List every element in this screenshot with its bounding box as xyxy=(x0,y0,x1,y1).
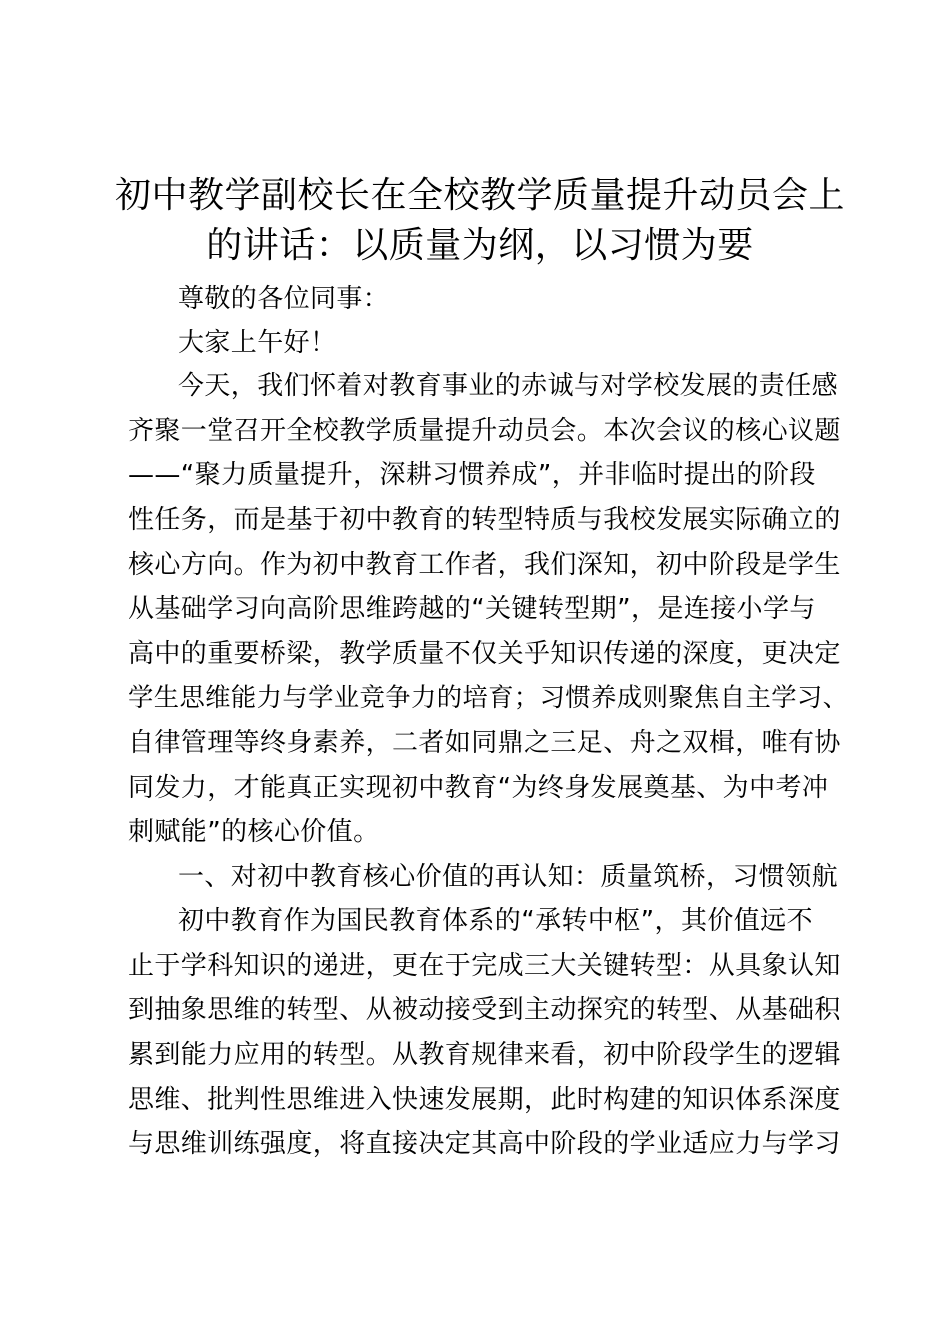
paragraph-2-line: 与思维训练强度，将直接决定其高中阶段的学业适应力与学习 xyxy=(128,1129,841,1159)
paragraph-1-line: 高中的重要桥梁，教学质量不仅关乎知识传递的深度，更决定 xyxy=(128,639,841,669)
paragraph-2-line: 初中教育作为国民教育体系的“承转中枢”，其价值远不 xyxy=(178,906,813,936)
paragraph-2-line: 到抽象思维的转型、从被动接受到主动探究的转型、从基础积 xyxy=(128,995,841,1025)
paragraph-1-line: ——“聚力质量提升，深耕习惯养成”，并非临时提出的阶段 xyxy=(128,460,816,490)
paragraph-1-line: 自律管理等终身素养，二者如同鼎之三足、舟之双楫，唯有协 xyxy=(128,728,841,758)
paragraph-2-line: 止于学科知识的递进，更在于完成三大关键转型：从具象认知 xyxy=(128,951,841,981)
paragraph-1-line: 学生思维能力与学业竞争力的培育；习惯养成则聚焦自主学习、 xyxy=(128,682,849,712)
document-title-line-2: 的讲话：以质量为纲，以习惯为要 xyxy=(206,225,754,266)
document-title-line-1: 初中教学副校长在全校教学质量提升动员会上 xyxy=(114,175,845,216)
paragraph-1-line: 同发力，才能真正实现初中教育“为终身发展奠基、为中考冲 xyxy=(128,773,829,803)
paragraph-1-line: 齐聚一堂召开全校教学质量提升动员会。本次会议的核心议题 xyxy=(128,416,841,446)
section-1-heading: 一、对初中教育核心价值的再认知：质量筑桥，习惯领航 xyxy=(178,862,839,892)
paragraph-2-line: 思维、批判性思维进入快速发展期，此时构建的知识体系深度 xyxy=(128,1085,841,1115)
greeting: 大家上午好！ xyxy=(178,328,337,358)
paragraph-1-line: 性任务，而是基于初中教育的转型特质与我校发展实际确立的 xyxy=(128,505,841,535)
salutation: 尊敬的各位同事： xyxy=(178,284,390,314)
paragraph-1-line: 今天，我们怀着对教育事业的赤诚与对学校发展的责任感 xyxy=(178,371,839,401)
paragraph-1-line: 刺赋能”的核心价值。 xyxy=(128,817,380,847)
paragraph-2-line: 累到能力应用的转型。从教育规律来看，初中阶段学生的逻辑 xyxy=(128,1040,841,1070)
paragraph-1-line: 从基础学习向高阶思维跨越的“关键转型期”，是连接小学与 xyxy=(128,594,816,624)
paragraph-1-line: 核心方向。作为初中教育工作者，我们深知，初中阶段是学生 xyxy=(128,550,841,580)
